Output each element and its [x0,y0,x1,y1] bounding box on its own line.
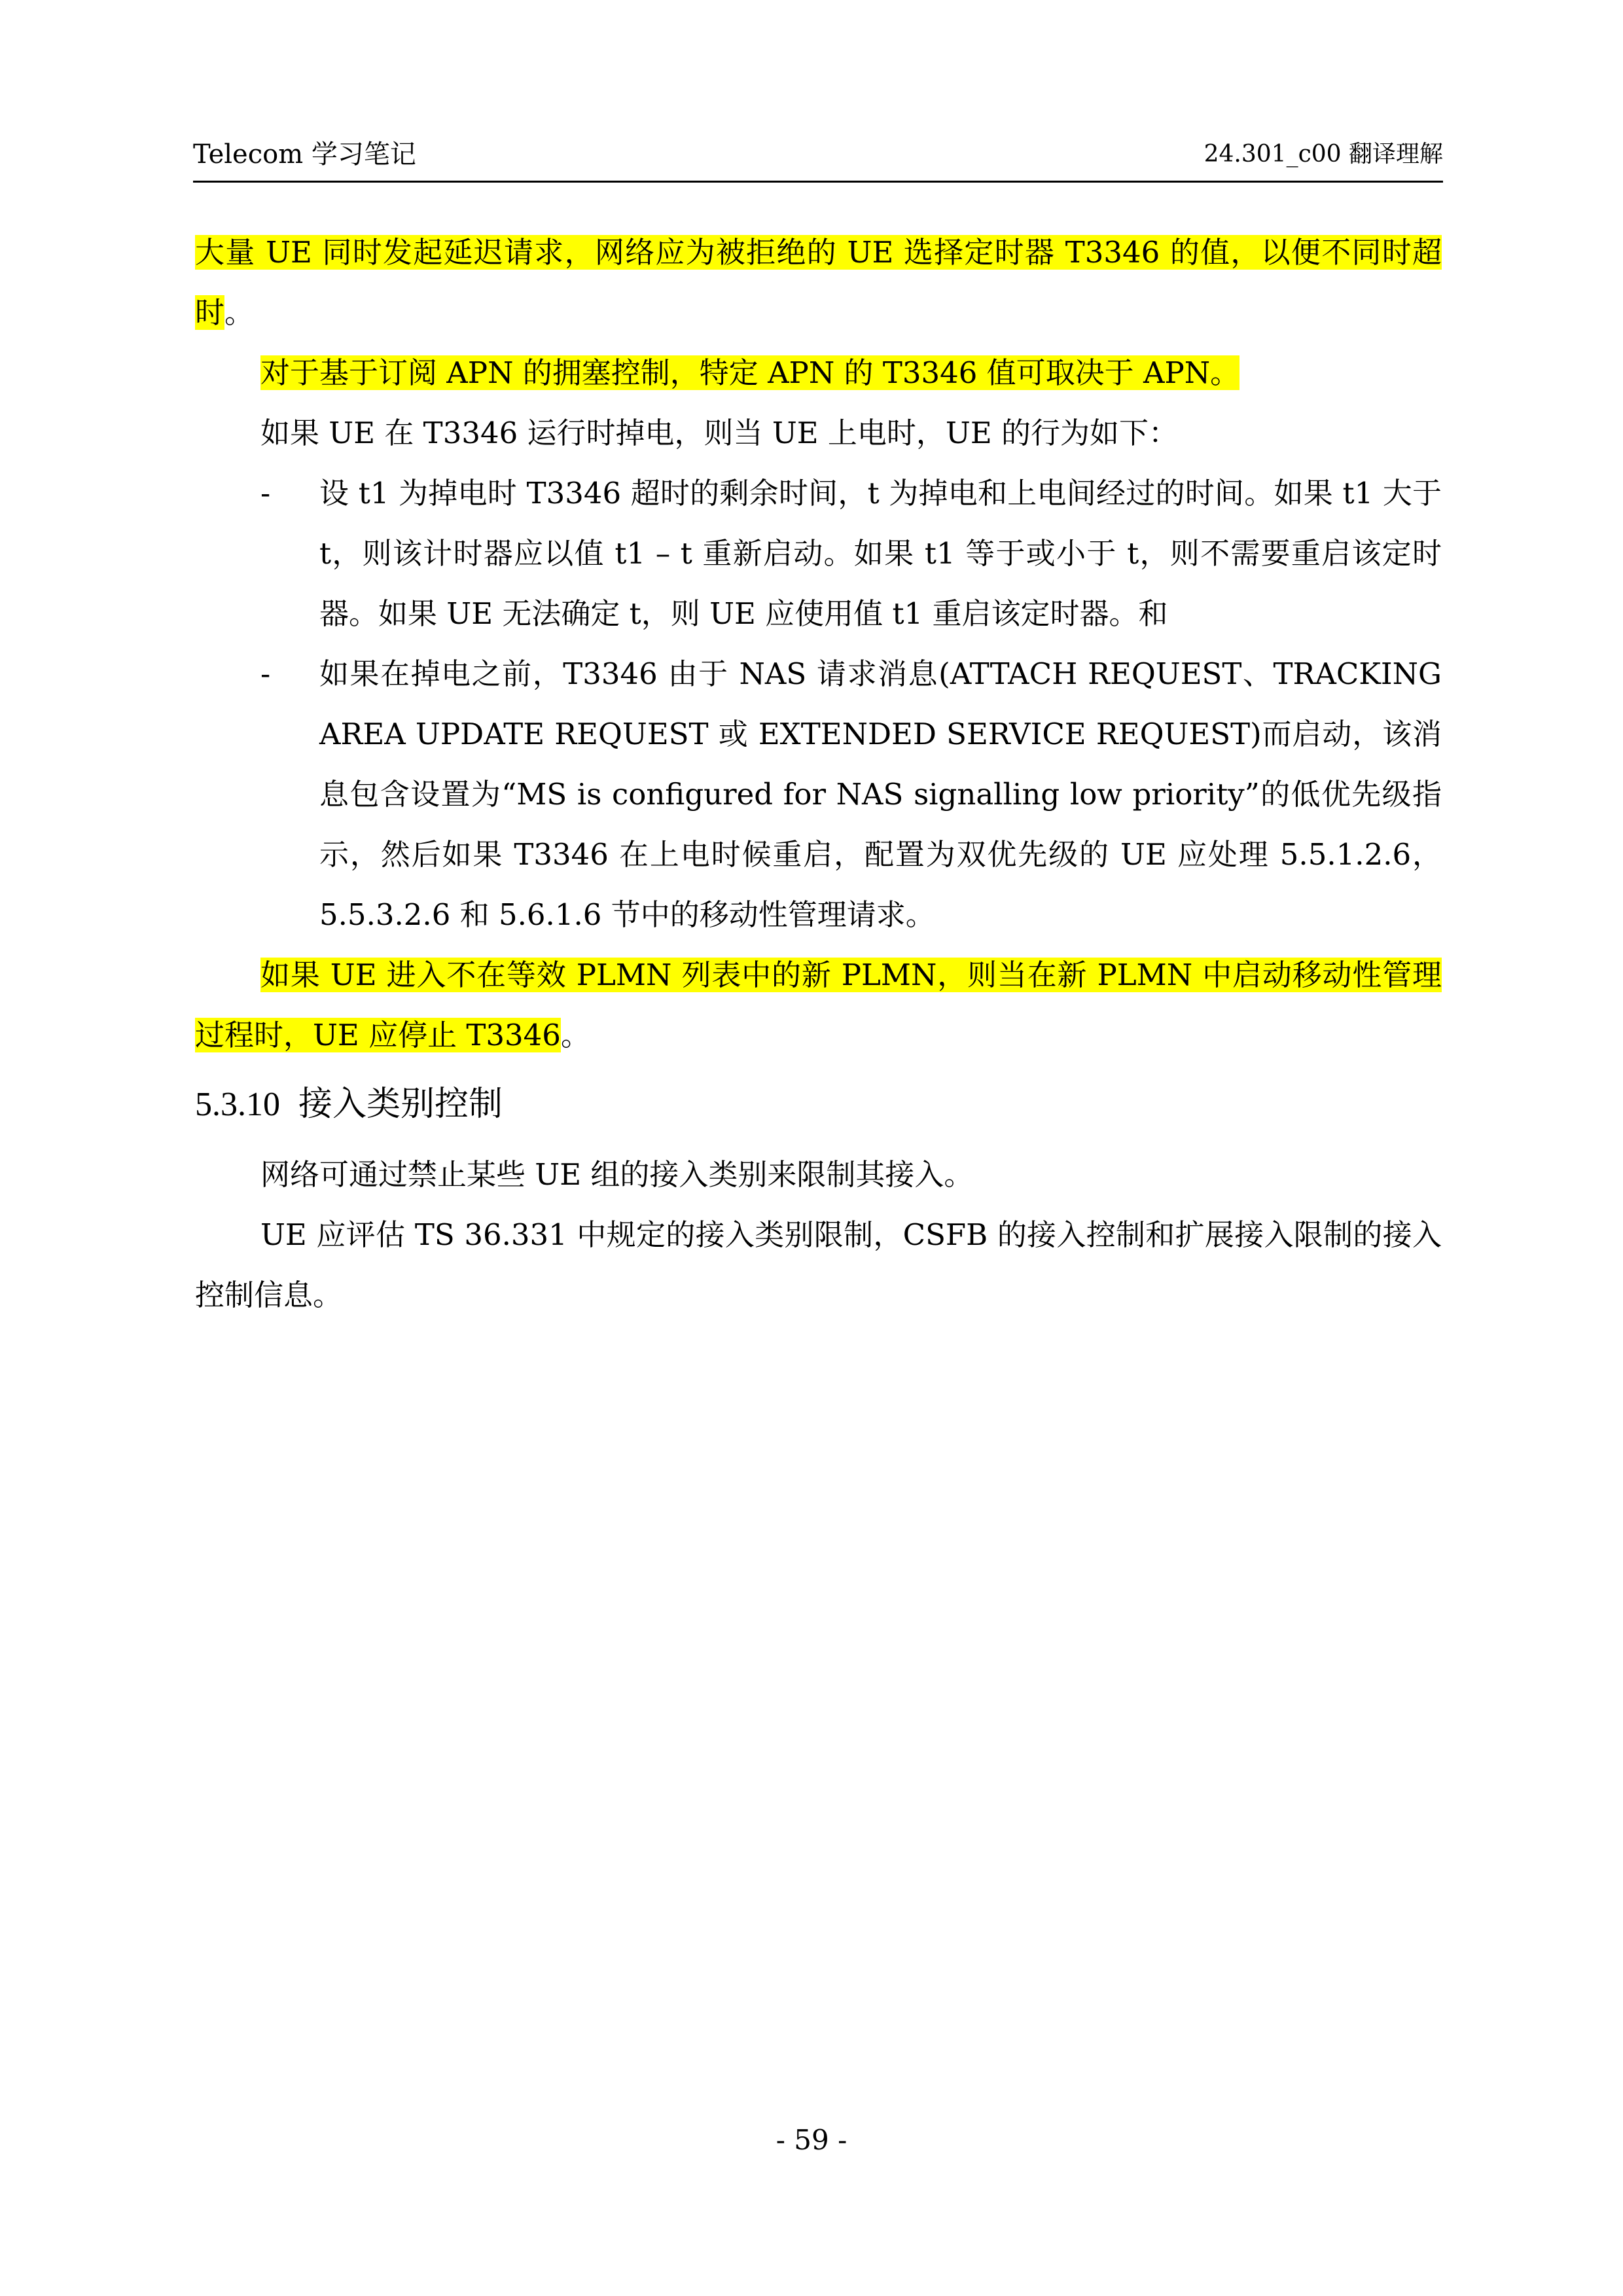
paragraph-1 [195,223,1442,343]
header-right-title: 24.301_c00 翻译理解 [1204,141,1443,168]
page-body [195,223,1442,1325]
section-heading [195,1068,1442,1141]
section-title: 接入类别控制 [298,1085,503,1124]
section-number: 5.3.10 [195,1086,280,1123]
paragraph-4-tail: 。 [560,1018,590,1052]
bullet-dash: - [260,656,271,691]
header-left-title: Telecom 学习笔记 [193,139,416,170]
paragraph-6: UE 应评估 TS 36.331 中规定的接入类别限制，CSFB 的接入控制和扩展接入限制的接入控制信息。 [195,1217,1442,1312]
bullet-item-2 [195,644,1442,945]
paragraph-4 [195,945,1442,1066]
paragraph-2 [195,343,1442,403]
paragraph-1-tail: 。 [224,295,255,330]
bullet-text: 设 t1 为掉电时 T3346 超时的剩余时间，t 为掉电和上电间经过的时间。如果 t1 大于 t，则该计时器应以值 t1 – t 重新启动。如果 t1 等于或小于 t，则不需要重启该定时器。如果 UE 无法确定 t，则 UE 应使用值 t1 重启该定时器。和 [319,476,1442,631]
header-divider [193,181,1443,183]
paragraph-5: 网络可通过禁止某些 UE 组的接入类别来限制其接入。 [260,1157,974,1192]
highlighted-text: 如果 UE 进入不在等效 PLMN 列表中的新 PLMN，则当在新 PLMN 中启动移动性管理过程时，UE 应停止 T3346 [195,958,1442,1052]
page-number: - 59 - [776,2124,847,2156]
bullet-text: 如果在掉电之前，T3346 由于 NAS 请求消息(ATTACH REQUEST、TRACKING AREA UPDATE REQUEST 或 EXTENDED SERVICE REQUEST)而启动，该消息包含设置为“MS is configured for NAS signalling low priority”的低优先级指示，然后如果 T3346 在上电时候重启，配置为双优先级的 UE 应处理 5.5.1.2.6，5.5.3.2.6 和 5.6.1.6 节中的移动性管理请求。 [319,656,1442,932]
bullet-item-1 [195,463,1442,644]
paragraph-3: 如果 UE 在 T3346 运行时掉电，则当 UE 上电时，UE 的行为如下： [260,416,1178,450]
bullet-dash: - [260,476,271,511]
highlighted-text: 大量 UE 同时发起延迟请求，网络应为被拒绝的 UE 选择定时器 T3346 的值，以便不同时超时 [195,235,1442,330]
highlighted-text: 对于基于订阅 APN 的拥塞控制，特定 APN 的 T3346 值可取决于 APN。 [260,355,1240,390]
page-header [193,135,1443,174]
